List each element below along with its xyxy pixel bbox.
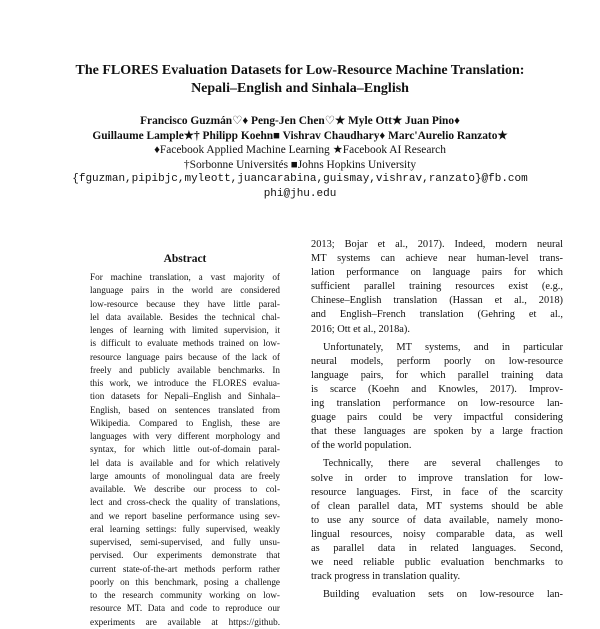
body-line: Technically, there are several challenges to bbox=[323, 458, 563, 470]
body-line: lingual resources, noisy comparable data, as well bbox=[311, 528, 563, 540]
body-line: neural models, perform poorly on low-resource bbox=[311, 355, 563, 367]
abstract-line: and we report baseline performance using sev- bbox=[90, 510, 280, 521]
abstract-line: to the research community working on low- bbox=[90, 590, 280, 600]
body-line: and English–French translation (Gehring et al., bbox=[311, 309, 563, 321]
body-line: resource languages. First, in face of the scarcity bbox=[311, 486, 563, 498]
abstract-heading: Abstract bbox=[163, 253, 207, 265]
author-block bbox=[40, 114, 560, 201]
abstract-line: lel data is available and for which relatively bbox=[90, 457, 280, 468]
abstract-line: resource language pairs because of the lack of bbox=[90, 351, 280, 362]
abstract-line: lect and cross-check the quality of translations, bbox=[90, 497, 280, 508]
abstract-line: tion datasets for Nepali–English and Sinhala– bbox=[90, 391, 280, 402]
paper-title bbox=[40, 62, 560, 98]
abstract-line: languages with very different morphology and bbox=[90, 431, 280, 441]
abstract-line: experiments are available at https://github. bbox=[90, 616, 280, 627]
body-line: solve in order to improve translation for low- bbox=[311, 472, 563, 484]
body-line: ing translation performance on low-resource lan- bbox=[311, 398, 563, 410]
abstract-line: For machine translation, a vast majority of bbox=[90, 272, 280, 282]
abstract-line: lel data available. Besides the technical chal- bbox=[90, 311, 280, 322]
body-line: lation performance on language pairs for which bbox=[311, 267, 563, 279]
body-line: guage pairs could be very impactful considering bbox=[311, 412, 563, 424]
abstract-line: current state-of-the-art methods perform rather bbox=[90, 563, 280, 574]
affiliation-row: ♦Facebook Applied Machine Learning ★Facebook AI Research bbox=[154, 144, 446, 156]
abstract-line: large amounts of monolingual data are freely bbox=[90, 470, 280, 481]
abstract-line: poorly on this benchmark, posing a challenge bbox=[90, 576, 280, 587]
body-line: 2013; Bojar et al., 2017). Indeed, modern neural bbox=[311, 239, 563, 250]
abstract-line: available. We describe our process to col- bbox=[90, 484, 280, 494]
body-line: as parallel data in related languages. Second, bbox=[311, 542, 563, 554]
body-line: Unfortunately, MT systems, and in particular bbox=[323, 341, 563, 353]
body-line: Chinese–English translation (Hassan et al., 2018) bbox=[311, 295, 563, 307]
right-column bbox=[311, 238, 563, 602]
abstract-line: low-resource because they have little paral- bbox=[90, 298, 280, 309]
abstract-line: freely and publicly available benchmarks. In bbox=[90, 364, 280, 375]
author-row: Francisco Guzmán♡♦ Peng-Jen Chen♡★ Myle Ott★ Juan Pino♦ bbox=[140, 115, 460, 127]
abstract-line: eral learning settings: fully supervised, weakly bbox=[90, 523, 280, 534]
abstract-line: resource MT. Data and code to reproduce our bbox=[90, 603, 280, 614]
title-line: The FLORES Evaluation Datasets for Low-Resource Machine Translation: bbox=[75, 63, 525, 78]
body-line: of clean parallel data, MT systems should be able bbox=[311, 500, 563, 512]
body-line: language pairs, for which parallel training data bbox=[311, 369, 563, 381]
email-row: phi@jhu.edu bbox=[263, 187, 337, 200]
body-line: to use any source of data available, namely mono- bbox=[311, 514, 563, 526]
abstract-line: syntax, for which little out-of-domain paral- bbox=[90, 444, 280, 455]
abstract-line: lenges of learning with limited supervision, it bbox=[90, 325, 280, 335]
abstract-line: Wikipedia. Compared to English, these are bbox=[90, 417, 280, 428]
abstract-line: supervised, semi-supervised, and fully unsu- bbox=[90, 537, 280, 547]
body-line: MT systems can achieve near human-level trans- bbox=[311, 253, 563, 265]
body-line: we need reliable public evaluation benchmarks to bbox=[311, 557, 563, 569]
body-line: that these languages are spoken by a large fraction bbox=[311, 426, 563, 438]
body-line: is scarce (Koehn and Knowles, 2017). Improv- bbox=[311, 383, 563, 395]
body-line: of the world population. bbox=[311, 440, 412, 452]
title-line: Nepali–English and Sinhala–English bbox=[191, 81, 409, 96]
abstract-line: this work, we introduce the FLORES evalua- bbox=[90, 378, 280, 388]
affiliation-row: †Sorbonne Universités ■Johns Hopkins University bbox=[183, 158, 417, 171]
body-line: 2016; Ott et al., 2018a). bbox=[311, 323, 410, 335]
abstract-line: language pairs in the world are considered bbox=[90, 285, 280, 296]
abstract-line: is difficult to evaluate methods trained on low- bbox=[90, 338, 280, 349]
body-line: Building evaluation sets on low-resource lan- bbox=[323, 589, 563, 601]
body-line: sufficient parallel training resources exist (e.g., bbox=[311, 281, 563, 293]
body-line: track progress in translation quality. bbox=[311, 571, 461, 583]
email-row: {fguzman,pipibjc,myleott,juancarabina,guismay,vishrav,ranzato}@fb.com bbox=[72, 173, 528, 185]
abstract-line: pervised. Our experiments demonstrate that bbox=[90, 550, 280, 561]
abstract-line: English, based on sentences translated from bbox=[90, 404, 280, 415]
abstract-body bbox=[90, 271, 280, 629]
author-row: Guillaume Lample★† Philipp Koehn■ Vishrav Chaudhary♦ Marc'Aurelio Ranzato★ bbox=[92, 129, 508, 142]
